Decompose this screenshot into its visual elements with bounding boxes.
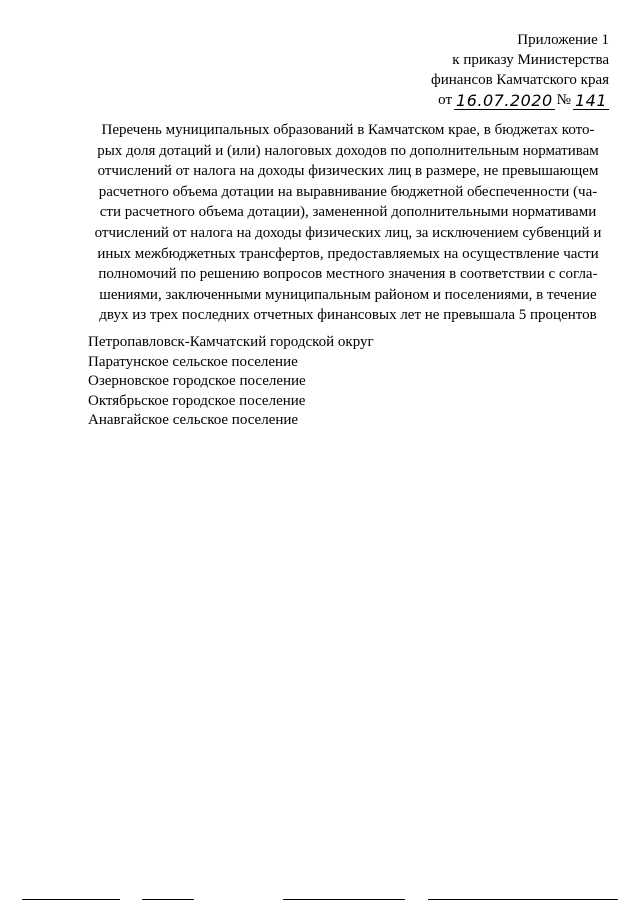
heading-line: полномочий по решению вопросов местного значения в соответствии с согла- (98, 266, 598, 283)
municipality-list (88, 333, 374, 431)
heading-line: отчислений от налога на доходы физических лиц в размере, не превышающем (97, 163, 599, 180)
bottom-rule-segment (428, 899, 618, 900)
heading-line: двух из трех последних отчетных финансовых лет не превышала 5 процентов (99, 307, 597, 324)
handwritten-date: 16.07.2020 (456, 91, 553, 110)
heading-line: отчислений от налога на доходы физических лиц, за исключением субвенций и (94, 224, 602, 241)
number-sign: № (556, 92, 571, 108)
bottom-rule-segment (283, 899, 405, 900)
heading-line: Перечень муниципальных образований в Камчатском крае, в бюджетах кото- (101, 122, 595, 138)
municipality-item: Октябрьское городское поселение (88, 392, 306, 409)
heading-line: сти расчетного объема дотации), замененной дополнительными нормативами (99, 204, 597, 221)
appendix-order-ref: к приказу Министерства (452, 52, 609, 68)
handwritten-number: 141 (574, 91, 607, 110)
date-prefix: от (438, 92, 453, 108)
appendix-date-line (431, 90, 609, 110)
heading-line: шениями, заключенными муниципальным районом и поселениями, в течение (99, 286, 597, 303)
document-heading (86, 120, 610, 326)
municipality-item: Паратунское сельское поселение (88, 353, 298, 370)
bottom-rule-segment (22, 899, 120, 900)
appendix-ministry: финансов Камчатского края (430, 72, 609, 88)
appendix-block (431, 30, 609, 110)
heading-line: иных межбюджетных трансфертов, предоставляемых на осуществление части (97, 245, 599, 262)
municipality-item: Анавгайское сельское поселение (88, 412, 299, 428)
heading-line: рых доля дотаций и (или) налоговых доходов по дополнительным нормативам (97, 142, 599, 159)
appendix-title: Приложение 1 (517, 32, 609, 48)
bottom-rule-segment (142, 899, 194, 900)
heading-line: расчетного объема дотации на выравнивание бюджетной обеспеченности (ча- (98, 183, 598, 200)
municipality-item: Петропавловск-Камчатский городской округ (88, 334, 374, 350)
municipality-item: Озерновское городское поселение (88, 373, 306, 389)
